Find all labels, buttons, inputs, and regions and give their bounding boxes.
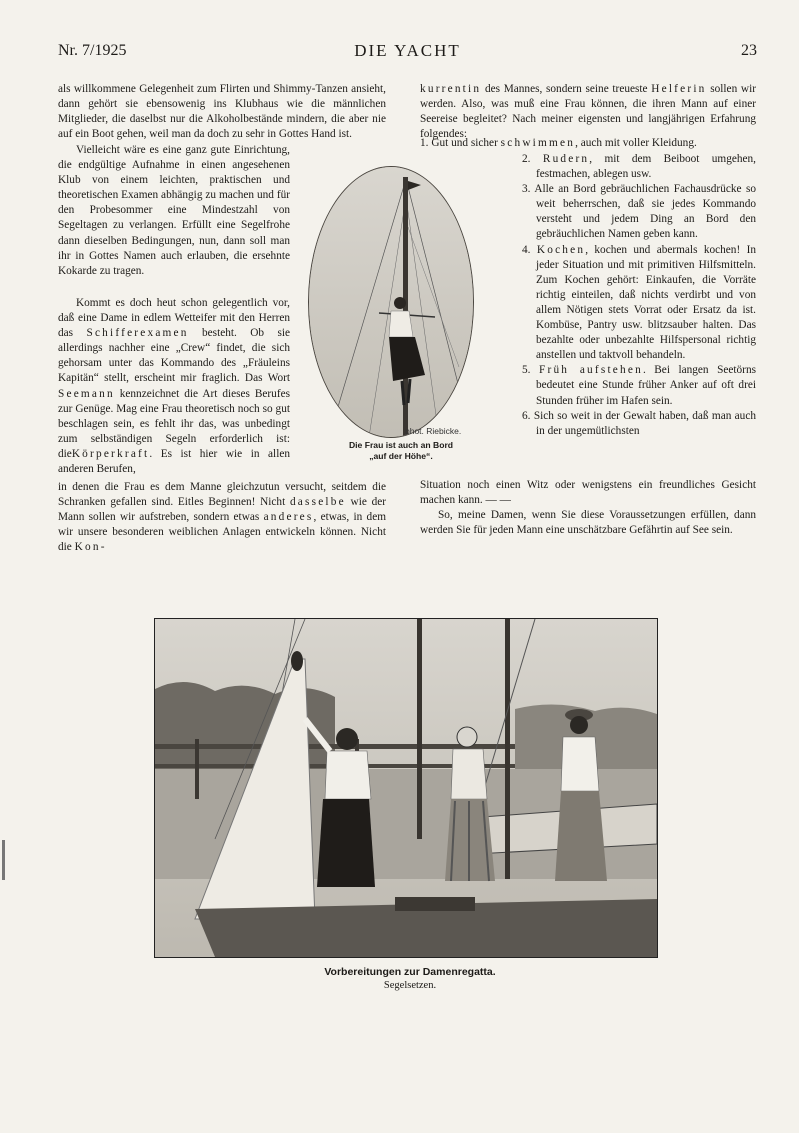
paragraph: kurrentin des Mannes, sondern seine treueste Helferin sollen wir werden. Also, was muß eine Frau können, die ihren Mann auf einer Seereise begleitet? Nach meiner eigensten und langjährigen Erfahrung folgendes:	[420, 83, 756, 141]
list-item: 2. Rudern, mit dem Beiboot umgehen, festmachen, ablegen usw.	[522, 153, 756, 181]
left-column-beside-photo	[58, 143, 290, 279]
main-photo-caption	[200, 966, 620, 991]
list-item: 6. Sich so weit in der Gewalt haben, daß man auch in der ungemütlichsten	[522, 409, 756, 437]
left-column-top	[58, 82, 386, 142]
paragraph: Situation noch einen Witz oder wenigstens ein freundliches Gesicht machen kann. — —	[420, 479, 756, 507]
journal-title: DIE YACHT	[354, 41, 461, 60]
scan-edge-mark	[2, 840, 5, 880]
photo-credit: phot. Riebicke.	[405, 426, 462, 436]
list-item: 4. Kochen, kochen und abermals kochen! In jeder Situation und mit primitiven Hilfsmitteln. Zum Kochen gehört: Einkaufen, die Vorräte richtig einteilen, daß nichts verdirbt und von allem Nötigen stets Vorrat oder Ersatz da ist. Kombüse, Pantry usw. blitzsauber halten. Das bezahlte oder unbezahlte Hilfspersonal richtig anstellen und taktvoll behandeln.	[522, 243, 756, 362]
list-item: 5. Früh aufstehen. Bei langen Seetörns bedeutet eine Stunde früher Anker auf oft drei Stunden früher im Hafen sein.	[522, 364, 756, 407]
list-items-narrow	[522, 152, 756, 439]
page-header	[58, 42, 757, 64]
oval-photo	[308, 166, 474, 438]
caption-title: Vorbereitungen zur Damenregatta.	[324, 966, 496, 978]
paragraph: in denen die Frau es dem Manne gleichzutun versucht, seitdem die Schranken gefallen sind. Eitles Beginnen! Nicht dasselbe wie der Mann sollen wir aufstreben, sondern etwas anderes, etwas, in dem wir unsere besonderen weiblichen Anlagen entwickeln können. Nicht die Kon-	[58, 481, 387, 554]
paragraph: Vielleicht wäre es eine ganz gute Einrichtung, die endgültige Aufnahme in einen angesehenen Klub von einem leichten, praktischen und theoretischen Examen abhängig zu machen und für den Probesommer eine Mindestzahl von Segeltagen zu verlangen. Erfüllt eine Segelfrohe dann dieselben Bedingungen, nun, dann soll man ihr in Gottes Namen auch erlauben, die ersehnte Kokarde zu tragen.	[58, 144, 290, 277]
left-column-bottom	[58, 480, 386, 555]
issue-number: Nr. 7/1925	[58, 42, 127, 59]
paragraph: So, meine Damen, wenn Sie diese Voraussetzungen erfüllen, dann werden Sie für jeden Mann eine unschätzbare Gefährtin auf See sein.	[420, 509, 756, 537]
caption-subtitle: Segelsetzen.	[383, 980, 437, 991]
photo-woman-climbing-mast	[308, 166, 474, 438]
left-column-beside-photo-2	[58, 296, 290, 477]
paragraph: als willkommene Gelegenheit zum Flirten und Shimmy-Tanzen ansieht, dann gehört sie ebensowenig ins Klubhaus wie die männlichen Mitglieder, die daselbst nur die Alkoholbestände mindern, die aber nie auf ein Boot gehen, weil man da doch zu sehr in Gottes Hand ist.	[58, 83, 386, 141]
photo-preparing-regatta	[154, 618, 658, 958]
list-item: 1. Gut und sicher schwimmen, auch mit voller Kleidung.	[420, 137, 697, 149]
right-column-intro	[420, 82, 756, 142]
oval-photo-caption: Die Frau ist auch an Bord „auf der Höhe“.	[348, 440, 454, 461]
page-number: 23	[741, 42, 757, 59]
paragraph: Kommt es doch heut schon gelegentlich vor, daß eine Dame in edlem Wetteifer mit den Herren das Schifferexamen besteht. Ob sie allerdings nachher eine „Crew“ findet, die sich gehorsam unter das Kommando des „Fräuleins Kapitän“ stellt, erscheint mir fraglich. Das Wort Seemann kennzeichnet die Art dieses Berufes zur Genüge. Mag eine Frau theoretisch noch so gut beschlagen sein, es fehlt ihr das, was unbedingt zum selbständigen Segeln erforderlich ist: dieKörperkraft. Es ist hier wie in allen anderen Berufen,	[58, 297, 291, 476]
list-item: 3. Alle an Bord gebräuchlichen Fachausdrücke so weit beherrschen, daß sie jedes Kommando versteht und jedem Ding an Bord den gebräuchlichen Namen geben kann.	[522, 183, 756, 241]
right-column-tail	[420, 478, 756, 538]
